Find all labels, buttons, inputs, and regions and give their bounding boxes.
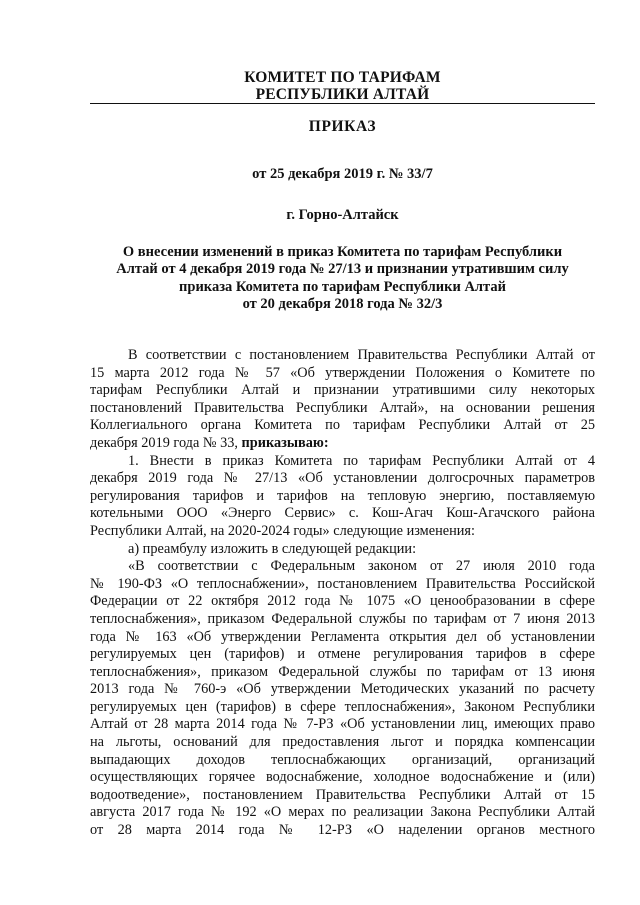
subject-line: О внесении изменений в приказ Комитета по тарифам Республики: [122, 244, 563, 260]
body-line: года № 163 «Об утверждении Регламента открытия дел об установлении: [90, 628, 595, 645]
body-line: Федерации от 22 октября 2012 года № 1075 «О ценообразовании в сфере: [90, 593, 595, 610]
body-line: 2013 года № 760-э «Об утверждении Методических указаний по расчету: [90, 681, 595, 698]
body-line: В соответствии с постановлением Правительства Республики Алтай от: [128, 347, 595, 363]
body-line: на льготы, оснований для предоставления льгот и порядка компенсации: [90, 734, 595, 751]
body-line: «В соответствии с Федеральным законом от 27 июля 2010 года: [128, 558, 595, 575]
body-line: теплоснабжения», приказом Федеральной службы по тарифам от 7 июня 2013: [90, 610, 595, 627]
document-date-number: от 25 декабря 2019 г. № 33/7: [252, 166, 433, 182]
body-line: № 190-ФЗ «О теплоснабжении», постановлением Правительства Российской: [90, 575, 595, 592]
body-line: от 28 марта 2014 года № 12-РЗ «О наделении органов местного: [90, 822, 595, 839]
body-line: постановлений Правительства Республики Алтай», на основании решения: [90, 399, 595, 416]
body-line: Коллегиального органа Комитета по тарифам Республики Алтай от 25: [90, 417, 595, 434]
body-line: августа 2017 года № 192 «О мерах по реализации Закона Республики Алтай: [90, 804, 595, 821]
subject-line: Алтай от 4 декабря 2019 года № 27/13 и признании утратившим силу: [116, 261, 569, 278]
subject-line: от 20 декабря 2018 года № 32/3: [242, 296, 443, 313]
document-city: г. Горно-Алтайск: [286, 207, 399, 223]
body-line-text: декабря 2019 года № 33,: [90, 434, 242, 451]
body-line: осуществляющих горячее водоснабжение, холодное водоснабжение и (или): [90, 769, 595, 786]
org-name-line-1: КОМИТЕТ ПО ТАРИФАМ: [244, 69, 441, 86]
body-line: а) преамбулу изложить в следующей редакции:: [128, 540, 417, 557]
body-line: котельными ООО «Энерго Сервис» с. Кош-Агач Кош-Агачского района: [90, 505, 595, 522]
body-line: [90, 435, 595, 453]
document-body: [90, 347, 595, 840]
body-line: 1. Внести в приказ Комитета по тарифам Республики Алтай от 4: [128, 452, 595, 469]
body-line: теплоснабжения», приказом Федеральной службы по тарифам от 13 июня: [90, 663, 595, 680]
body-line: выпадающих доходов теплоснабжающих организаций, организаций: [90, 751, 595, 768]
organization-header: [90, 69, 595, 103]
header-divider: [90, 103, 595, 104]
order-keyword: приказываю:: [241, 434, 329, 451]
body-line: Республики Алтай, на 2020-2024 годы» следующие изменения:: [90, 522, 475, 539]
body-line: 15 марта 2012 года № 57 «Об утверждении Положения о Комитете по: [90, 364, 595, 381]
org-name-line-2: РЕСПУБЛИКИ АЛТАЙ: [255, 86, 430, 103]
body-line: регулирования тарифов и тарифов на тепловую энергию, поставляемую: [90, 487, 595, 504]
document-type: ПРИКАЗ: [308, 118, 377, 135]
body-line: регулируемых цен (тарифов) и отмене регулирования тарифов в сфере: [90, 646, 595, 663]
document-subject: [90, 244, 595, 314]
body-line: декабря 2019 года № 27/13 «Об установлении долгосрочных параметров: [90, 470, 595, 487]
subject-line: приказа Комитета по тарифам Республики Алтай: [179, 278, 506, 295]
body-line: водоотведение», постановлением Правительства Республики Алтай от 15: [90, 786, 595, 803]
body-line: регулируемых цен (тарифов) в сфере теплоснабжения», Законом Республики: [90, 698, 595, 715]
body-line: тарифам Республики Алтай и признании утратившими силу некоторых: [90, 382, 595, 399]
body-line: Алтай от 28 марта 2014 года № 7-РЗ «Об установлении лиц, имеющих право: [90, 716, 595, 733]
